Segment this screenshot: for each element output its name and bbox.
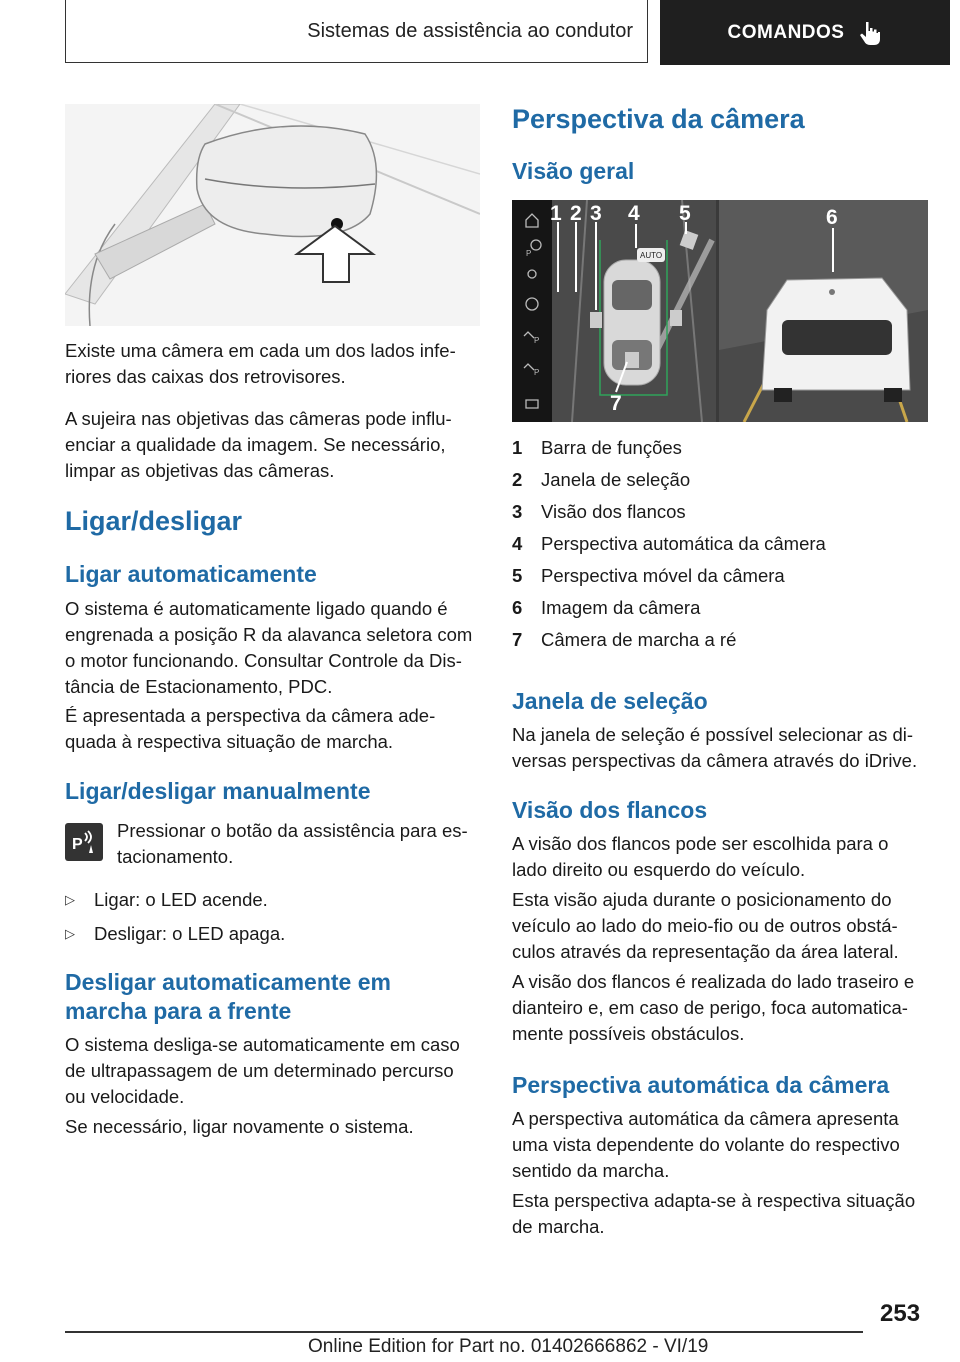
auto-on-line-2: engrenada a posição R da alavanca seletora com (65, 624, 473, 645)
heading-auto-on: Ligar automaticamente (65, 561, 317, 587)
legend-item: 7 Câmera de marcha a ré (512, 629, 737, 650)
legend-item: 6 Imagem da câmera (512, 597, 701, 618)
svg-text:P: P (72, 836, 83, 853)
dirt-paragraph-line-2: enciar a qualidade da imagem. Se necessário, (65, 434, 446, 455)
heading-auto-off-line-2: marcha para a frente (65, 998, 292, 1024)
auto-off-line-2: de ultrapassagem de um determinado percurso (65, 1060, 454, 1081)
autop-line-1: A perspectiva automática da câmera apresenta (512, 1108, 899, 1129)
page-number: 253 (880, 1300, 921, 1327)
flanks2-line-2: veículo ao lado do meio-fio ou de outros obstá- (512, 915, 898, 936)
chapter-tab (660, 0, 950, 65)
manual-line-2: tacionamento. (117, 846, 234, 867)
hand-pointer-icon (858, 20, 882, 46)
heading-selection-window: Janela de seleção (512, 688, 708, 714)
auto-on-line-1: O sistema é automaticamente ligado quando é (65, 598, 448, 619)
chapter-title: COMANDOS (727, 21, 845, 43)
heading-camera-perspective: Perspectiva da câmera (512, 104, 805, 134)
selection-line-2: versas perspectivas da câmera através do iDrive. (512, 750, 918, 771)
auto-on-line-3: o motor funcionando. Consultar Controle da Dis- (65, 650, 462, 671)
camera-display-figure (512, 200, 928, 422)
legend-item: 3 Visão dos flancos (512, 501, 686, 522)
auto-on-line-4: tância de Estacionamento, PDC. (65, 676, 333, 697)
autop2-line-1: Esta perspectiva adapta-se à respectiva situação (512, 1190, 916, 1211)
edition-text: Online Edition for Part no. 01402666862 - VI/19 (308, 1336, 709, 1357)
autop2-line-2: de marcha. (512, 1216, 605, 1237)
autop-line-3: sentido da marcha. (512, 1160, 670, 1181)
legend-item: 1 Barra de funções (512, 437, 682, 458)
mirror-camera-figure (65, 104, 480, 326)
flanks-line-2: lado direito ou esquerdo do veículo. (512, 859, 806, 880)
callout-6: 6 (826, 206, 838, 229)
flanks3-line-3: mente possíveis obstáculos. (512, 1023, 745, 1044)
switch-again-text: Se necessário, ligar novamente o sistema. (65, 1116, 414, 1137)
flanks2-line-1: Esta visão ajuda durante o posicionamento do (512, 889, 892, 910)
callout-7: 7 (610, 392, 622, 415)
mirror-caption-line-1: Existe uma câmera em cada um dos lados infe- (65, 340, 456, 361)
callout-1: 1 (550, 202, 562, 225)
auto-off-line-1: O sistema desliga-se automaticamente em caso (65, 1034, 460, 1055)
svg-text:P: P (526, 249, 532, 258)
auto-badge: AUTO (640, 251, 663, 260)
auto-off-line-3: ou velocidade. (65, 1086, 185, 1107)
selection-line-1: Na janela de seleção é possível selecionar as di- (512, 724, 914, 745)
heading-on-off: Ligar/desligar (65, 506, 243, 536)
dirt-paragraph-line-3: limpar as objetivas das câmeras. (65, 460, 335, 481)
bullet-led-on: ▷ Ligar: o LED acende. (65, 889, 268, 910)
bullet-led-off: ▷ Desligar: o LED apaga. (65, 923, 286, 944)
heading-manual: Ligar/desligar manualmente (65, 778, 371, 804)
figure-legend (512, 432, 928, 656)
auto-on-2-line-1: É apresentada a perspectiva da câmera ade- (65, 705, 436, 726)
callout-5: 5 (679, 202, 691, 225)
flanks-line-1: A visão dos flancos pode ser escolhida para o (512, 833, 889, 854)
autop-line-2: uma vista dependente do volante do respectivo (512, 1134, 900, 1155)
mirror-caption-line-2: riores das caixas dos retrovisores. (65, 366, 346, 387)
triangle-bullet-icon: ▷ (65, 926, 75, 941)
manual-line-1: Pressionar o botão da assistência para es- (117, 820, 468, 841)
park-assist-button-icon (65, 823, 103, 861)
flanks2-line-3: culos através da representação da área lateral. (512, 941, 899, 962)
heading-auto-perspective: Perspectiva automática da câmera (512, 1072, 890, 1098)
callout-3: 3 (590, 202, 602, 225)
flanks3-line-2: dianteiro e, em caso de perigo, foca automatica- (512, 997, 908, 1018)
page-header (65, 0, 950, 65)
legend-item: 5 Perspectiva móvel da câmera (512, 565, 785, 586)
legend-item: 2 Janela de seleção (512, 469, 691, 490)
triangle-bullet-icon: ▷ (65, 892, 75, 907)
dirt-paragraph-line-1: A sujeira nas objetivas das câmeras pode influ- (65, 408, 452, 429)
heading-auto-off-line-1: Desligar automaticamente em (65, 969, 391, 995)
section-title: Sistemas de assistência ao condutor (65, 0, 648, 63)
legend-item: 4 Perspectiva automática da câmera (512, 533, 826, 554)
heading-flank-view: Visão dos flancos (512, 797, 708, 823)
auto-on-2-line-2: quada à respectiva situação de marcha. (65, 731, 394, 752)
heading-overview: Visão geral (512, 158, 635, 184)
flanks3-line-1: A visão dos flancos é realizada do lado traseiro e (512, 971, 915, 992)
footer-rule (65, 1331, 863, 1333)
callout-2: 2 (570, 202, 582, 225)
svg-text:P: P (534, 368, 540, 377)
callout-4: 4 (628, 202, 640, 225)
svg-text:P: P (534, 336, 540, 345)
